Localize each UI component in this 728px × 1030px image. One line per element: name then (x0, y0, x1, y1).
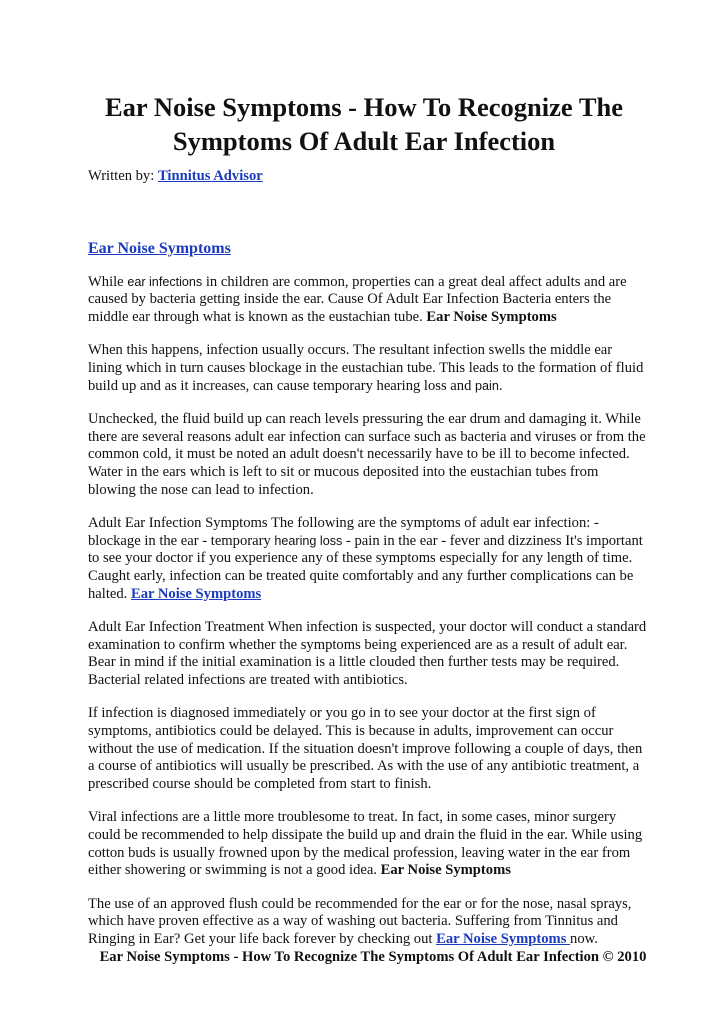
paragraph-3: Unchecked, the fluid build up can reach levels pressuring the ear drum and damaging it. While there are several reasons adult ear infection can surface such as bacteria and viruses or from the common cold, it must be noted an adult doesn't necessarily have to be ill to become infected. Water in the ears which is left to sit or mucous deposited into the eustachian tubes from blowing the nose can lead to infection. (88, 411, 646, 498)
paragraph-7 (88, 809, 648, 879)
p4-text-a: Adult Ear Infection Symptoms The following are the symptoms of adult ear infection: - blockage in the ear - temporary (88, 515, 599, 549)
byline (88, 168, 648, 186)
p1-text-c: in children are common, properties can a great deal affect adults and are caused by bacteria getting inside the ear. Cause Of Adult Ear Infection Bacteria enters the middle ear through what is known as the eustachian tube. (88, 273, 627, 325)
byline-label: Written by: (88, 168, 155, 184)
p2-text-a: When this happens, infection usually occurs. The resultant infection swells the middle ear lining which in turn causes blockage in the eustachian tube. This leads to the formation of fluid build up and as it increases, can cause temporary hearing loss and (88, 342, 644, 394)
p8-link[interactable]: Ear Noise Symptoms (436, 931, 571, 947)
p7-text-a: Viral infections are a little more troublesome to treat. In fact, in some cases, minor surgery could be recommended to help dissipate the build up and drain the fluid in the ear. While using cotton buds is usually frowned upon by the medical profession, leaving water in the ear from either showering or swimming is not a good idea. (88, 809, 643, 879)
p4-link[interactable]: Ear Noise Symptoms (130, 585, 262, 602)
paragraph-8 (88, 896, 648, 949)
p8-text-a: The use of an approved flush could be recommended for the ear or for the nose, nasal sprays, which have proven effective as a way of washing out bacteria. Suffering from Tinnitus and Ringing in Ear? Get your life back forever by checking out (88, 895, 632, 947)
p1-bold-keyword: Ear Noise Symptoms (426, 308, 557, 325)
author-link[interactable]: Tinnitus Advisor (157, 168, 263, 184)
p2-keyword: pain (475, 378, 499, 393)
document-page (88, 90, 648, 966)
paragraph-4 (88, 515, 648, 603)
p4-text-c: - pain in the ear - fever and dizziness It's important to see your doctor if you experience any of these symptoms especially for any length of time. Caught early, infection can be treated quite comfortably and any further complications can be halted. (88, 532, 643, 602)
p1-keyword: ear infections (127, 274, 203, 289)
p4-keyword: hearing loss (274, 533, 343, 548)
paragraph-5: Adult Ear Infection Treatment When infection is suspected, your doctor will conduct a standard examination to confirm whether the symptoms being experienced are as a result of adult ear. Bear in mind if the initial examination is a little clouded then further tests may be required. Bacterial related infections are treated with antibiotics. (88, 619, 647, 688)
paragraph-2 (88, 342, 648, 395)
paragraph-6: If infection is diagnosed immediately or you go in to see your doctor at the first sign of symptoms, antibiotics could be delayed. This is because in adults, improvement can occur without the use of medication. If the situation doesn't improve following a couple of days, then a course of antibiotics will usually be prescribed. As with the use of any antibiotic treatment, a prescribed course should be completed from start to finish. (88, 705, 643, 792)
page-title: Ear Noise Symptoms - How To Recognize The Symptoms Of Adult Ear Infection (105, 92, 623, 156)
p2-text-c: . (498, 377, 503, 394)
p7-bold-keyword: Ear Noise Symptoms (380, 862, 511, 879)
paragraph-1 (88, 274, 648, 327)
p8-text-c: now. (570, 931, 598, 947)
section-heading-link[interactable]: Ear Noise Symptoms (88, 239, 231, 257)
p1-text-a: While (88, 273, 128, 290)
page-footer: Ear Noise Symptoms - How To Recognize The Symptoms Of Adult Ear Infection © 2010 (99, 948, 647, 965)
